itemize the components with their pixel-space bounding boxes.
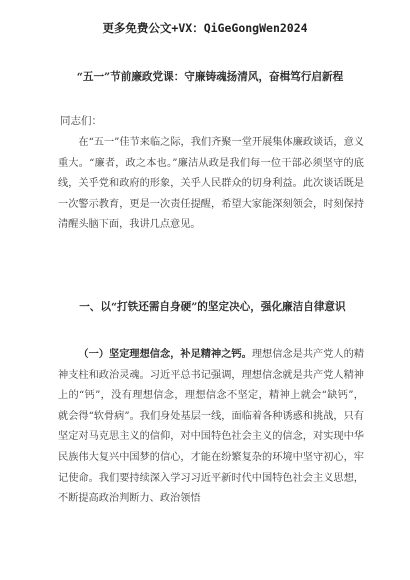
subsection-text: 理想信念是共产党人的精神支柱和政治灵魂。习近平总书记强调，理想信念就是共产党人精神上的“钙”，没有理想信念，理想信念不坚定，精神上就会“缺钙”，就会得“软骨病”。我们身处基层一线，面临着各种诱惑和挑战，只有坚定对马克思主义的信仰，对中国特色社会主义的信念，对实现中华民族伟大复兴中国梦的信心，才能在纷繁复杂的环境中坚守初心，牢记使命。我们要持续深入学习习近平新时代中国特色社会主义思想，不断提高政治判断力、政治领悟: [58, 349, 365, 505]
intro-paragraph: 在“五一”佳节来临之际，我们齐聚一堂开展集体廉政谈话，意义重大。“廉者，政之本也。”廉洁从政是我们每一位干部必须坚守的底线，关乎党和政府的形象，关乎人民群众的切身利益。此次谈话既是一次警示教育，更是一次责任提醒，希望大家能深刻领会，时刻保持清醒头脑下面，我讲几点意见。: [58, 137, 364, 231]
promo-banner: 更多免费公文+VX：QiGeGongWen2024: [102, 21, 308, 35]
subsection-lead: （一）坚定理想信念，补足精神之钙。: [78, 348, 252, 360]
section-heading-1: 一、以“打铁还需自身硬”的坚定决心，强化廉洁自律意识: [79, 301, 346, 313]
document-title: “五一”节前廉政党课：守廉铸魂扬清风，奋楫笃行启新程: [76, 71, 344, 83]
subsection-paragraph-1: [58, 344, 364, 510]
salutation: 同志们：: [60, 115, 102, 127]
